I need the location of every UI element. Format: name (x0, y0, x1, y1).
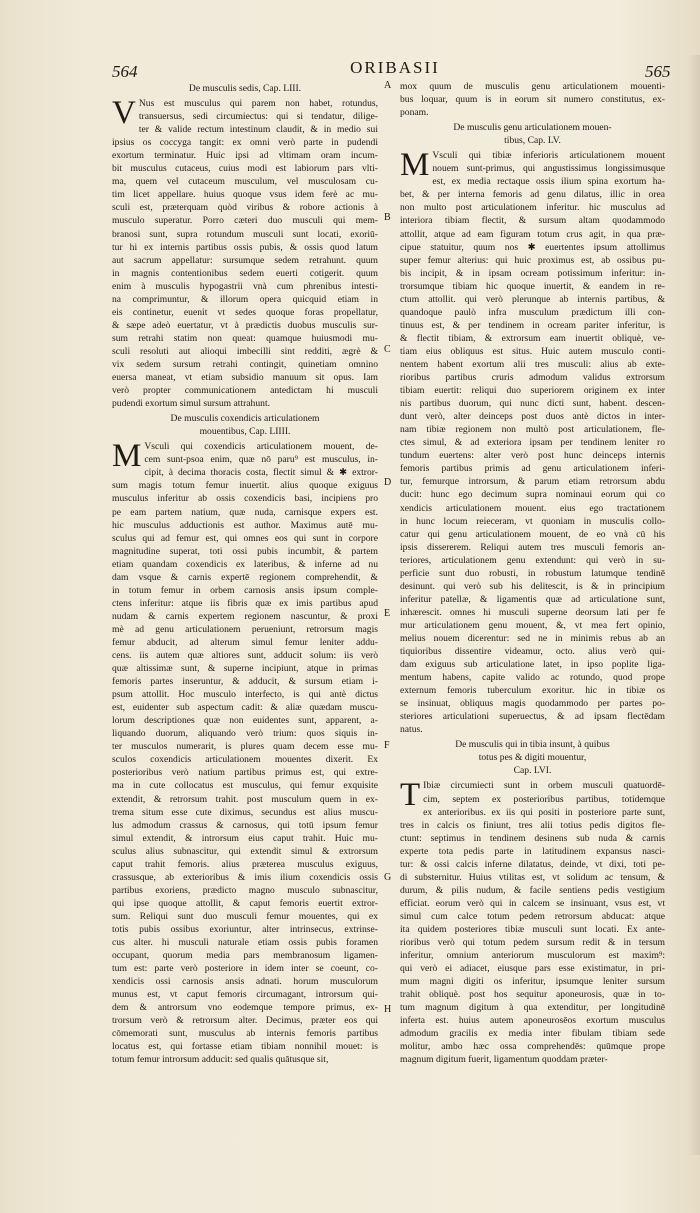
text-line: pudendi exortum simul sursum attrahunt. (112, 398, 271, 410)
text-line: mè ad genu articulationem perueniunt, retrorsum magis (112, 623, 378, 635)
text-line: & flectit tibiam, & extrorsum eam inuertit obliquè, ve- (400, 332, 665, 344)
text-line: xendicis articulationem mouent. eius ego tractationem (400, 502, 665, 514)
text-line: munus est, vt caput femoris circumagant, introrsum qui- (112, 989, 378, 1001)
text-line: ter & valide rectum intestinum claudit, & in medio sui (138, 124, 378, 136)
drop-cap-initial: M (400, 147, 430, 184)
text-line: bis incipit, & in ipsam ocream potissimum inferitur: in- (400, 267, 665, 279)
text-line: femoris partibus primis ad genu articulationem inferi- (400, 463, 665, 475)
text-line: cōmemorati sunt, musculus ab internis femoris partibus (112, 1028, 378, 1040)
text-line: & sæpe adeò euertatur, vt à prædictis duobus musculis sur- (112, 319, 378, 331)
margin-marker-h: H (384, 1004, 392, 1015)
text-line: Vsculi qui tibiæ inferioris articulationem mouent (432, 150, 665, 162)
text-line: nouem sunt-primus, qui angustissimus longissimusque (432, 163, 665, 175)
text-line: branosi sunt, supra rotundum musculi sunt locati, exoriū- (112, 228, 378, 240)
drop-cap-initial: V (112, 95, 136, 132)
text-line: in totum femur in orbem carnosis ansis ipsum comple- (112, 584, 378, 596)
text-line: inferitur patellæ, & ligamentis quæ ad articulatione sunt, (400, 593, 665, 605)
text-line: non multo post articulationem inferitur. hic musculus ad (400, 202, 665, 214)
text-line: tres in calcis os finiunt, tres alii totius pedis digitos fle- (400, 819, 665, 831)
page-edge-shadow (688, 55, 700, 1155)
text-line: tur: & ossi calcis inferne dilatatus, deinde, vt dixi, toti pe- (400, 858, 665, 870)
text-line: efficiat. eorum verò qui in calcem se insinuant, vsus est, vt (400, 897, 665, 909)
text-line: De musculis coxendicis articulationem (170, 413, 320, 425)
text-line: Vsculi qui coxendicis articulationem mouent, de- (144, 441, 378, 453)
text-line: dam exiguus sub articulatione latet, in ipso poplite liga- (400, 659, 665, 671)
text-line: liquando duorum, aliquando verò trium: quos siquis in- (112, 728, 378, 740)
text-line: steriores articulationi superuectus, & ad ipsam flectēdam (400, 711, 665, 723)
margin-marker-g: G (384, 872, 392, 883)
text-paragraph (400, 779, 665, 1066)
text-line: ter musculos numerarit, is plures quam decem esse mu- (112, 741, 378, 753)
text-line: magnum digitum fuerit, ligamentum quoddam præter- (400, 1054, 608, 1066)
text-line: nentem habent exortum alii tres musculi: alius ab exte- (400, 358, 665, 370)
chapter-heading (400, 738, 665, 777)
page-number-left: 564 (112, 62, 138, 81)
right-text-column (400, 80, 665, 1067)
text-line: etiam quandam coxendicis ex lateribus, & inferne ad nu (112, 558, 378, 570)
text-line: femur abducit, ad alterum simul femur leniter addu- (112, 636, 378, 648)
running-title: ORIBASII (350, 58, 440, 77)
text-line: tundum euertens: alter verò post hunc deinceps internis (400, 450, 665, 462)
text-line: caput trahit femoris. alius præterea musculus exiguus, (112, 858, 378, 870)
text-line: catur qui genu articulationem mouent, de eo vnà cū his (400, 528, 665, 540)
text-line: cipue statuitur, quum nos ✱ euertentes ipsum attollimus (400, 241, 665, 253)
text-paragraph (400, 149, 665, 736)
text-line: inferitur, omnium anteriorum musculorum est maxim⁹: (400, 950, 665, 962)
page-number-right: 565 (645, 62, 671, 81)
text-line: di substernitur. Huius vtilitas est, vt solidum ac tensum, & (400, 871, 665, 883)
text-line: in hunc locum reieceram, vt quoniam in musculis collo- (400, 515, 665, 527)
text-line: sculos coxendicis articulationem mouentes dixerit. Ex (112, 754, 378, 766)
text-line: lus admodum crassus & carnosus, qui totū ipsum femur (112, 819, 378, 831)
text-line: na comprimuntur, & illorum opera quicquid etiam in (112, 293, 378, 305)
text-line: bus loquar, quum is in eorum sit numero constitutus, ex- (400, 94, 665, 106)
text-line: transuersus, sedi circumiectus: qui si tendatur, dilige- (138, 111, 378, 123)
text-line: vix sedem sursum retrahi contingit, quinetiam omnino (112, 358, 378, 370)
text-line: sculus qui ad femur est, qui omnes eos qui sunt in corpore (112, 532, 378, 544)
text-paragraph (112, 440, 378, 1066)
text-line: dem & antrorsum vno eodemque tempore primus, ex- (112, 1002, 378, 1014)
text-line: mouentibus, Cap. LIIII. (199, 426, 291, 438)
text-line: est, ex media rectaque ossis ilium spina exortum ha- (432, 176, 665, 188)
text-line: mum magni digiti os inferitur, ipsumque leniter sursum (400, 976, 665, 988)
margin-marker-a: A (384, 80, 392, 91)
text-line: simul cum calce totum pedem retrorsum abducat: atque (400, 910, 665, 922)
text-line: ponam. (400, 107, 429, 119)
text-line: cens. iis autem quæ altiores sunt, adducit solum: iis verò (112, 650, 378, 662)
text-line: admodum gracilis ex media inter fibulam tibiam sede (400, 1028, 665, 1040)
text-line: tibiam euertit: reliqui duo superiorem originem ex inter (400, 385, 665, 397)
text-line: trorsumque tibiam hic quoque inuertit, & eandem in re- (400, 280, 665, 292)
text-line: super femur alterius: qui huic proximus est, ab ossibus pu- (400, 254, 665, 266)
text-line: magnitudine superat, toti ossi pubis incumbit, & partem (112, 545, 378, 557)
chapter-heading (400, 121, 665, 147)
text-line: occupant, quorum media pars membranosum ligamen- (112, 950, 378, 962)
chapter-heading (112, 82, 378, 95)
text-line: attollit, atque ad eam figuram totum crus agit, in qua præ- (400, 228, 665, 240)
drop-cap-initial: T (400, 777, 421, 814)
text-line: ducit: hunc ego decimum supra nominaui eorum qui co (400, 489, 665, 501)
margin-marker-d: D (384, 477, 392, 488)
text-line: tur, femurque introrsum, & parum etiam retrorsum abdu (400, 476, 665, 488)
margin-marker-b: B (384, 212, 391, 223)
margin-marker-e: E (384, 608, 391, 619)
text-line: musculo superatur. Porro cæteri duo musculi qui mem- (112, 215, 378, 227)
text-line: cus alter. hi musculi naturale etiam ossis pubis foramen (112, 937, 378, 949)
text-line: totus pes & digiti mouentur, (478, 752, 587, 764)
text-line: teriores, articulationem genu extendunt: qui verò in su- (400, 554, 665, 566)
left-text-column (112, 80, 378, 1067)
text-line: ita quidem posteriores tibiæ musculi sunt locati. Ex ante- (400, 924, 665, 935)
text-line: interiora tibiam flectit, & sursum altam quodammodo (400, 215, 665, 227)
text-line: musculus inferitur ab ossis coxendicis basi, incipiens pro (112, 493, 378, 505)
text-line: ma, quem vel cutaceum musculum, vel musculosam cu- (112, 176, 378, 188)
text-line: ma in cute collocatus est musculus, qui femur exquisite (112, 780, 378, 792)
text-line: De musculis qui in tibia insunt, à quibus (455, 739, 610, 751)
text-line: xendicis ossi carnosis ansis adnati. horum musculorum (112, 976, 378, 988)
text-line: mentum habens, capite valido ac rotundo, quod prope (400, 672, 665, 684)
text-line: tum est: parte verò posteriore in idem inter se coeunt, co- (112, 963, 378, 975)
margin-marker-c: C (384, 344, 391, 355)
text-line: ctunt: septimus in tendinem desinens sub nuda & carnis (400, 832, 665, 844)
text-line: natus. (400, 724, 423, 736)
text-paragraph (400, 80, 665, 119)
text-line: sum magis totum femur inuertit. alius quoque exiguus (112, 480, 378, 492)
text-line: partibus exoriens, prædicto magno musculo subnascitur, (112, 884, 378, 896)
text-line: bit musculus cutaceus, cuius modi est labiorum pars vlti- (112, 163, 378, 175)
text-line: tim licet appellare. huius quoque vsus idem ferè ac mu- (112, 189, 378, 201)
text-line: hic musculus adductionis est author. Maximus autē mu- (112, 519, 378, 531)
text-line: tur hi ex internis partibus ossis pubis, & ossis quod latum (112, 241, 378, 253)
text-line: crassusque, ab exterioribus & imis ilium coxendicis ossis (112, 871, 378, 883)
text-line: durum, & pilis nudum, & facile sentiens pedis vestigium (400, 884, 665, 896)
text-line: bet, & per interna femoris ad genu dilatus, illic in orea (400, 189, 665, 201)
text-line: melius nouem dicerentur: sed ne in minimis rebus ab an (400, 632, 665, 644)
text-line: inferta est. huius autem aponeurosēos exortum musculus (400, 1015, 665, 1027)
text-line: sculi resoluti aut alioqui imbecilli sint redditi, ægrè & (112, 345, 378, 357)
text-line: femoris partes inseruntur, & adducit, & sursum etiam i- (112, 676, 378, 688)
text-line: exortum terminatur. Huic ipsi ad vltimam oram incum- (112, 150, 378, 162)
text-line: tum magnum digitum à qua extenditur, per longitudinē (400, 1002, 665, 1014)
text-line: tiam eius obliquus est situs. Huic autem musculo conti- (400, 345, 665, 357)
text-line: aut sacrum appellatur: sursumque sedem retrahunt. quum (112, 254, 378, 266)
text-line: sum retrahi statim non queat: quamque huiusmodi mu- (112, 332, 378, 344)
text-line: ipsius os coccyga tangit: ex omni verò parte in pudendi (112, 137, 378, 149)
text-line: desinunt. qui verò sub his delitescit, is & in principium (400, 580, 665, 592)
text-line: dam vsque & carnis expertē regionem comprehendit, & (112, 571, 378, 583)
text-line: posterioribus verò natium partibus primus est, qui extre- (112, 767, 378, 779)
text-line: tinuus est, & per tendinem in ocream pariter inferitur, is (400, 319, 665, 331)
text-paragraph (112, 97, 378, 410)
text-line: externum femoris tuberculum exoritur. hic in tibiæ os (400, 685, 665, 697)
text-line: Cap. LVI. (513, 765, 552, 777)
text-line: cim, septem ex posterioribus partibus, totidemque (423, 793, 665, 805)
text-line: se insinuat, obliquus magis quodammodo per partes po- (400, 698, 665, 710)
text-line: nam tibiæ regionem non multò post articulationem, fle- (400, 424, 665, 436)
margin-marker-f: F (384, 740, 390, 751)
text-line: trorsum verò & retrorsum alter. Decimus, præter eos qui (112, 1015, 378, 1027)
text-line: rioribus partibus cruris admodum validus extrorsum (400, 372, 665, 384)
text-line: simul extendit, & introrsum eius caput trahit. Huic mu- (112, 832, 378, 844)
text-line: quæ altissimæ sunt, & superne incipiunt, atque in primas (112, 663, 378, 675)
text-line: qui verò ei adiacet, eiusque pars esse existimatur, in pri- (400, 963, 665, 975)
text-line: sculus alius subnascitur, qui extendit simul & extrorsum (112, 845, 378, 857)
text-line: Nus est musculus qui parem non habet, rotundus, (138, 98, 378, 110)
text-line: tiquioribus dissentire videamur, octo. alius verò qui- (400, 646, 665, 658)
text-line: Ibiæ circumiecti sunt in orbem musculi quatuordē- (423, 780, 665, 792)
text-line: pe eam partem natium, quæ nuda, carnisque expers est. (112, 506, 378, 518)
text-line: totis pubis ossibus exoriuntur, alter intrinsecus, extrinse- (112, 924, 378, 935)
drop-cap-initial: M (112, 438, 142, 475)
text-line: qui ipse quoque attollit, & caput femoris euertit extror- (112, 897, 378, 909)
text-line: locatus est, qui fortasse etiam tibiam nonnihil mouet: is (112, 1041, 378, 1053)
text-line: nis partibus duorum, qui nunc dicti sunt, habent. descen- (400, 398, 665, 410)
text-line: trema situm esse cute diximus, secundus est alius muscu- (112, 806, 378, 818)
text-line: eis continetur, euenit vt sedes quoque foras propellatur, (112, 306, 378, 318)
chapter-heading (112, 412, 378, 438)
text-line: trahit obliquè. post hos sequitur aponeurosis, quæ in to- (400, 989, 665, 1001)
text-line: cipit, à decima thoracis costa, flectit simul & ✱ extror- (144, 467, 378, 479)
text-line: verò propter communicationem antedictam hi musculi (112, 385, 378, 397)
text-line: ctens inferitur: atque iis fibris quæ ex imis partibus apud (112, 597, 378, 609)
text-line: mox quum de musculis genu articulationem mouenti- (400, 81, 665, 92)
text-line: psum attollit. Hoc musculo interfecto, is qui antè dictus (112, 689, 378, 701)
text-line: ctum attollit. qui verò plerunque ab internis partibus, & (400, 293, 665, 305)
text-line: ipsis dissererem. Reliqui autem tres musculi femoris an- (400, 541, 665, 553)
text-line: experte tota pedis parte in latitudinem expansus nasci- (400, 845, 665, 857)
text-line: De musculis sedis, Cap. LIII. (188, 83, 302, 94)
text-line: sculi est, præterquam quòd viribus & robore actionis à (112, 202, 378, 214)
text-line: mur articulationem genu mouent, &, vt mea fert opinio, (400, 619, 665, 631)
text-line: ctes simul, & ad exteriora ipsam per tendinem leniter ro (400, 437, 665, 449)
text-line: dunt verò, alter deinceps post duos antè dictos in inter- (400, 411, 665, 423)
text-line: ex anterioribus. ex iis qui positi in posteriore parte sunt, (423, 806, 665, 818)
text-line: totum femur introrsum adducit: sed qualis quātusque sit, (112, 1054, 329, 1066)
text-line: est, euidenter sub aspectum cadit: & aliæ quædam muscu- (112, 702, 378, 714)
text-line: euersa maneat, vt etiam subsidio manuum sit opus. Iam (112, 372, 378, 384)
text-line: enim à musculis hypogastrii vnà cum phrenibus intesti- (112, 280, 378, 292)
text-line: rioribus verò qui totum pedem sursum redit & in tersum (400, 937, 665, 949)
text-line: in magnis contentionibus sedem euerti cotigerit. quum (112, 267, 378, 279)
text-line: sum. Reliqui sunt duo musculi femur mouentes, qui ex (112, 910, 378, 922)
text-line: De musculis genu articulationem mouen- (453, 122, 612, 134)
text-line: perficie sunt duo robusti, in robustum latumque tendinē (400, 567, 665, 579)
text-line: nudam & carnis expertem regionem nascuntur, & proxi (112, 610, 378, 622)
text-line: inhærescit. omnes hi musculi superne deorsum lati per fe (400, 606, 665, 618)
text-line: cem sunt-psoa enim, quæ nō paru⁹ est musculus, in- (144, 454, 378, 466)
text-line: molitur, ambo hæc ossa comprehendēs: quūmque prope (400, 1041, 665, 1053)
text-line: lorum descriptiones quæ non euidentes sunt, apparent, a- (112, 715, 378, 727)
text-line: extendit, & retrorsum trahit. post musculum quem in ex- (112, 793, 378, 805)
text-line: quandoque paulò infra musculum prædictum illi con- (400, 306, 665, 318)
text-line: tibus, Cap. LV. (504, 135, 561, 147)
